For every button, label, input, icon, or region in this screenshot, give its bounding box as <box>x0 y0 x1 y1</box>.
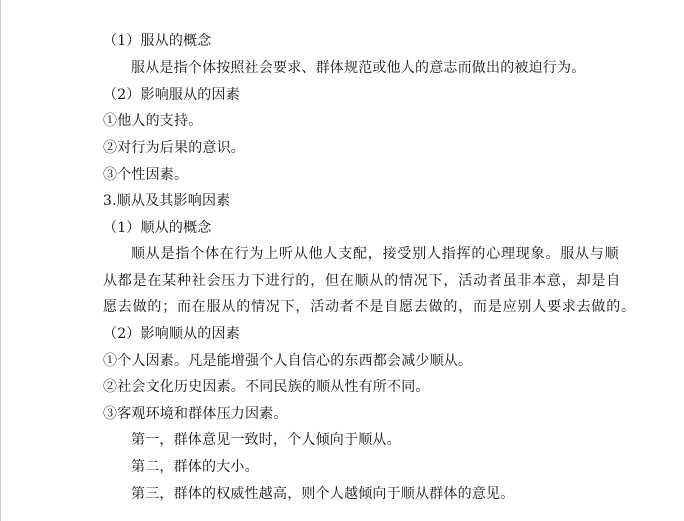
subpoint-first: 第一，群体意见一致时，个人倾向于顺从。 <box>131 432 401 448</box>
conformity-definition-line-1: 顺从是指个体在行为上听从他人支配，接受别人指挥的心理现象。服从与顺 <box>131 246 620 262</box>
heading-conformity-concept: （1）顺从的概念 <box>103 220 212 236</box>
factor-item-others-support: ①他人的支持。 <box>103 113 203 129</box>
compliance-definition-text: 服从是指个体按照社会要求、群体规范或他人的意志而做出的被迫行为。 <box>131 60 586 76</box>
factor-item-personal: ①个人因素。凡是能增强个人自信心的东西都会减少顺从。 <box>103 353 473 369</box>
factor-item-environment-group-pressure: ③客观环境和群体压力因素。 <box>103 406 288 422</box>
page-edge-divider <box>0 0 1 521</box>
conformity-definition-line-2: 从都是在某种社会压力下进行的，但在顺从的情况下，活动者虽非本意，却是自 <box>103 273 621 289</box>
subpoint-second: 第二，群体的大小。 <box>131 459 259 475</box>
heading-conformity-factors: （2）影响顺从的因素 <box>103 326 240 342</box>
heading-compliance-factors: （2）影响服从的因素 <box>103 87 240 103</box>
factor-item-consequence-awareness: ②对行为后果的意识。 <box>103 140 245 156</box>
subpoint-third: 第三，群体的权威性越高，则个人越倾向于顺从群体的意见。 <box>131 486 515 502</box>
conformity-definition-line-3: 愿去做的；而在服从的情况下，活动者不是自愿去做的，而是应别人要求去做的。 <box>103 299 636 315</box>
heading-compliance-concept: （1）服从的概念 <box>103 33 212 49</box>
factor-item-personality: ③个性因素。 <box>103 167 189 183</box>
section-heading-conformity: 3.顺从及其影响因素 <box>103 193 231 209</box>
factor-item-social-culture-history: ②社会文化历史因素。不同民族的顺从性有所不同。 <box>103 379 430 395</box>
